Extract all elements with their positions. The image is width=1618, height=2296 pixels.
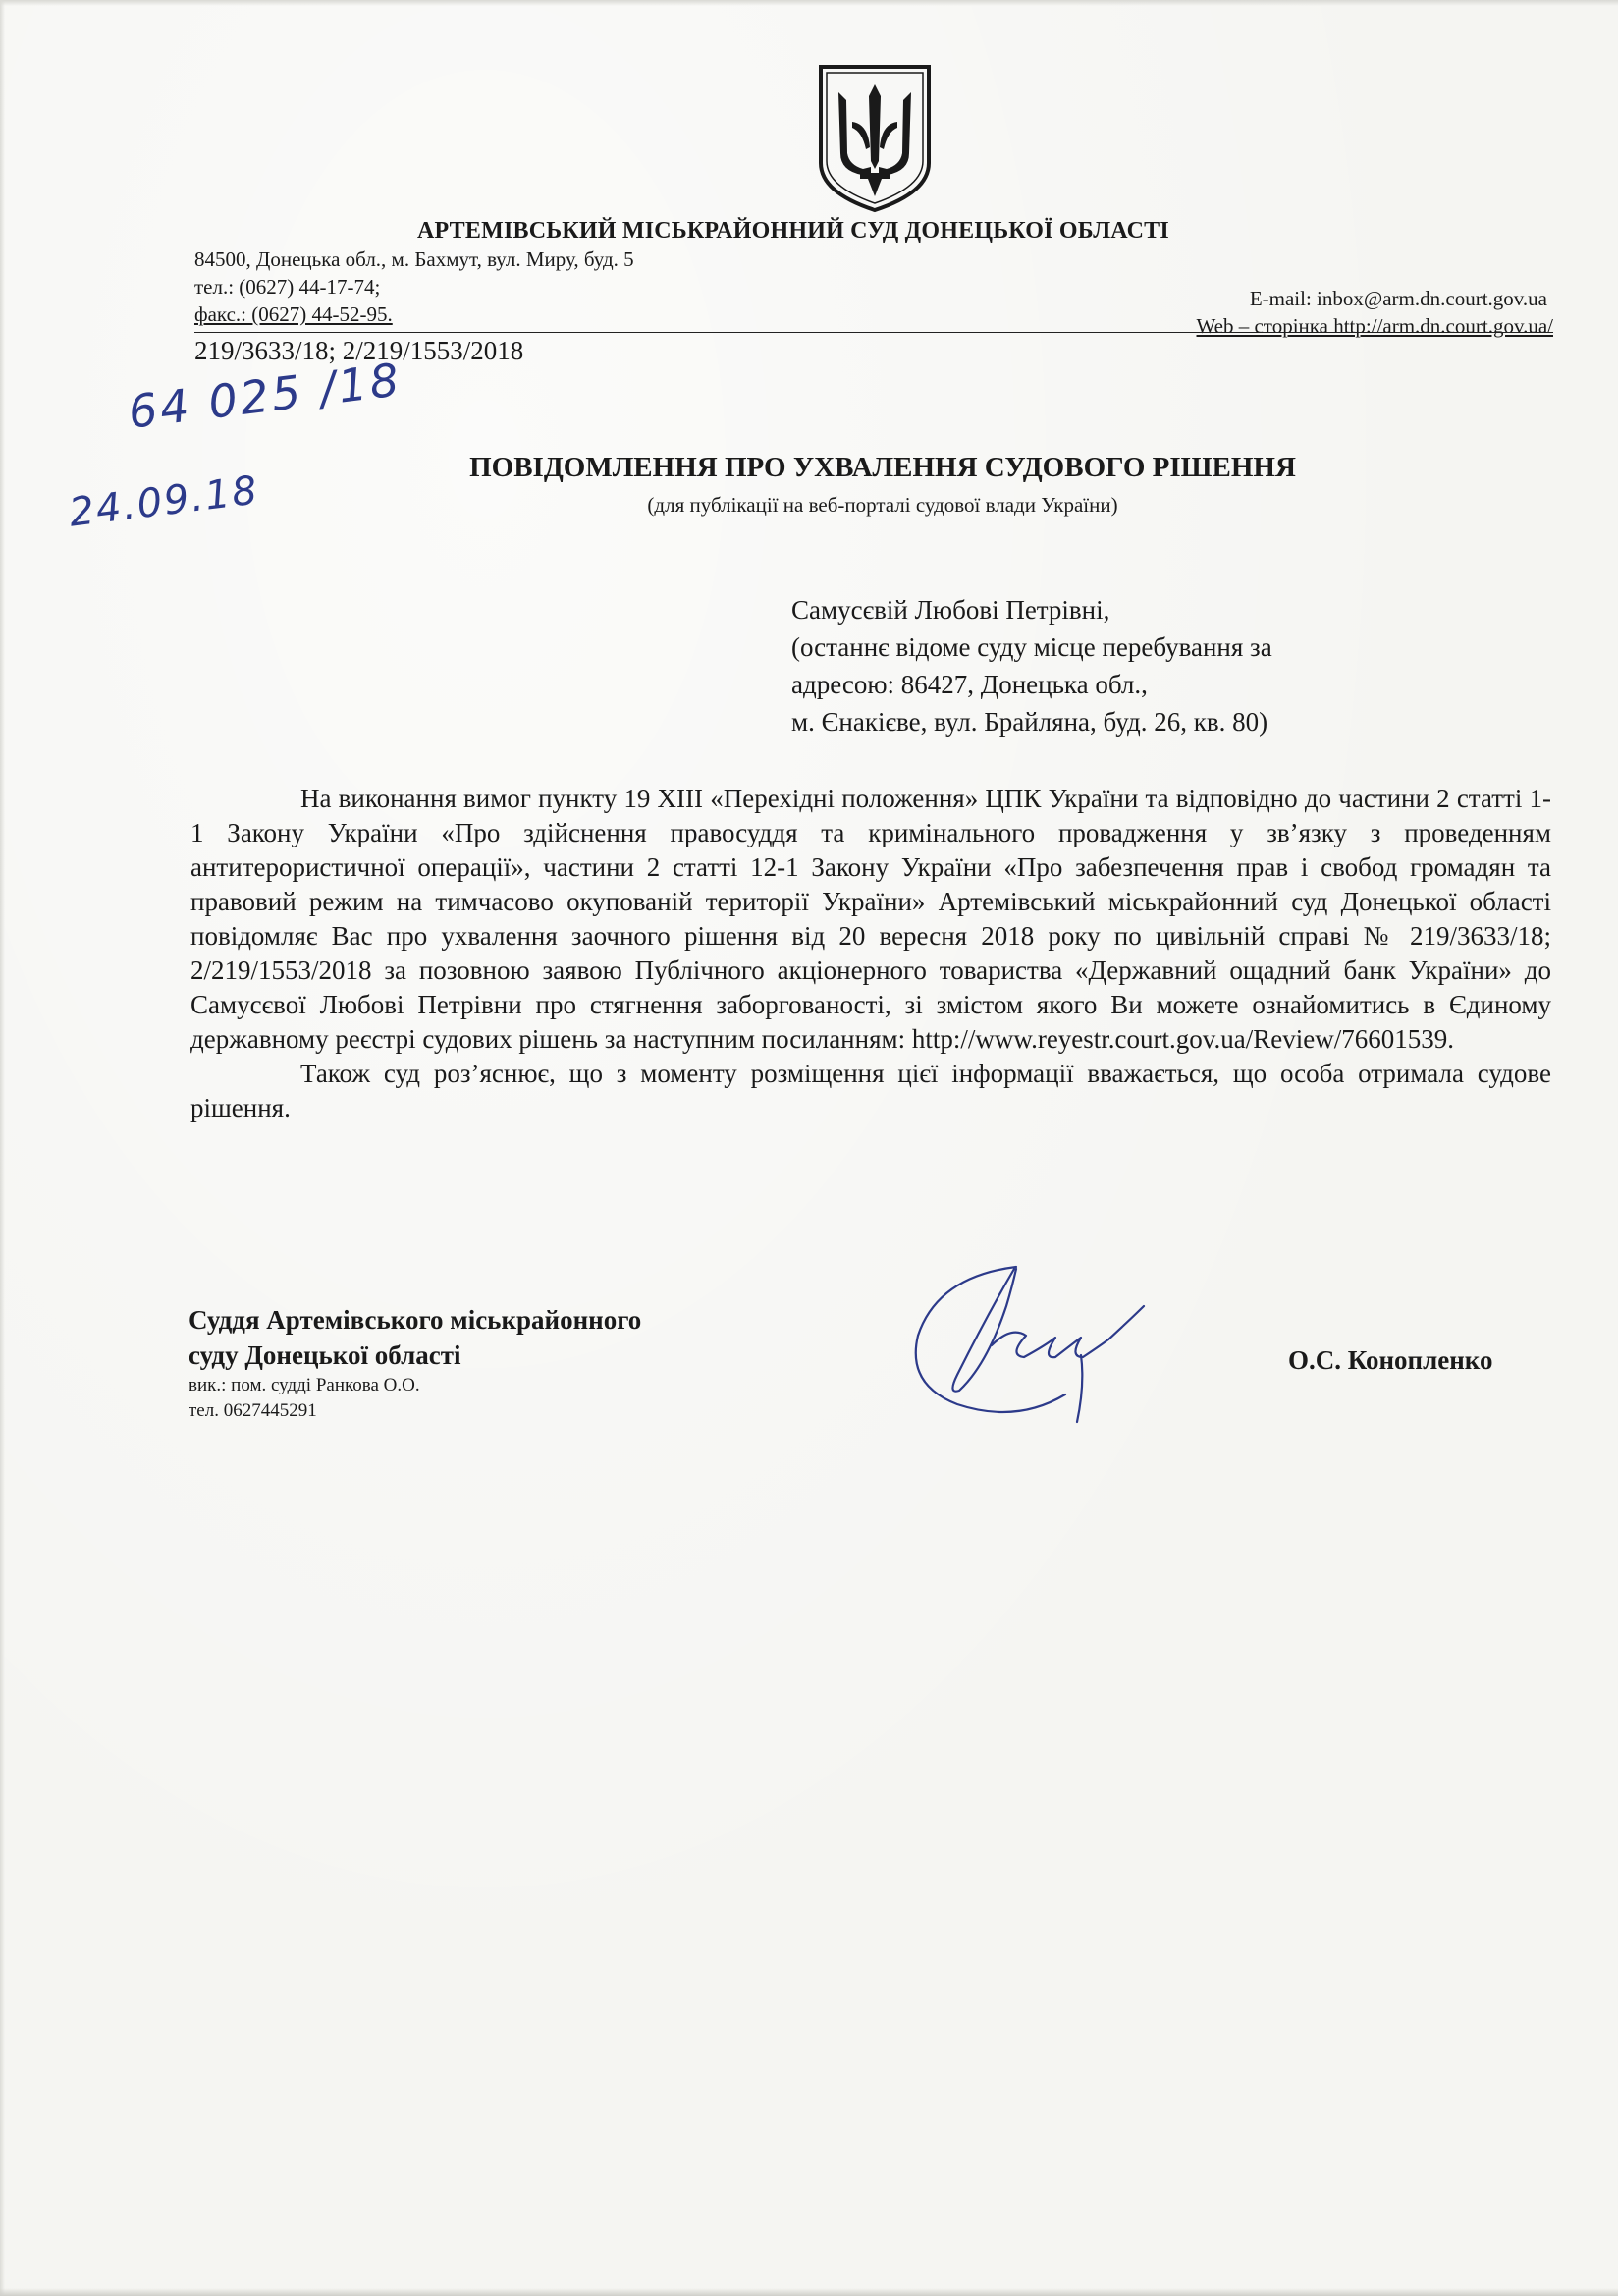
judge-name: О.С. Конопленко bbox=[1288, 1345, 1493, 1375]
recipient-line: Самусєвій Любові Петрівні, bbox=[791, 595, 1110, 625]
coat-of-arms-icon bbox=[817, 63, 933, 214]
handwritten-signature bbox=[898, 1247, 1154, 1444]
executor-note: вик.: пом. судді Ранкова О.О. bbox=[189, 1375, 420, 1395]
court-address: 84500, Донецька обл., м. Бахмут, вул. Миру, буд. 5 bbox=[194, 247, 634, 271]
judge-title-line: Суддя Артемівського міськрайонного bbox=[189, 1305, 642, 1335]
scan-edge-left bbox=[0, 0, 5, 2296]
document-subtitle: (для публікації на веб-порталі судової влади України) bbox=[647, 493, 1118, 517]
court-name: АРТЕМІВСЬКИЙ МІСЬКРАЙОННИЙ СУД ДОНЕЦЬКОЇ ОБЛАСТІ bbox=[417, 218, 1169, 244]
court-phone: тел.: (0627) 44-17-74; bbox=[194, 275, 381, 299]
signature-block bbox=[189, 1302, 876, 1424]
body-text bbox=[190, 782, 1551, 1125]
header-divider bbox=[194, 332, 1553, 333]
scan-edge-top bbox=[0, 0, 1618, 6]
judge-title-line: суду Донецької області bbox=[189, 1340, 461, 1370]
scan-edge-bottom bbox=[0, 2288, 1618, 2296]
document-title: ПОВІДОМЛЕННЯ ПРО УХВАЛЕННЯ СУДОВОГО РІШЕННЯ bbox=[469, 452, 1296, 483]
court-website: Web – сторінка http://arm.dn.court.gov.ua/ bbox=[1196, 314, 1553, 338]
body-paragraph: На виконання вимог пункту 19 ХІІІ «Перехідні положення» ЦПК України та відповідно до частини 2 статті 1-1 Закону України «Про здійснення правосуддя та кримінального провадження у зв’язку з проведенням антитерористичної операції», частини 2 статті 12-1 Закону України «Про забезпечення прав і свобод громадян та правовий режим на тимчасово окупованій території України» Артемівський міськрайонний суд Донецької області повідомляє Вас про ухвалення заочного рішення від 20 вересня 2018 року по цивільній справі № 219/3633/18; 2/219/1553/2018 за позовною заявою Публічного акціонерного товариства «Державний ощадний банк України» до Самусєвої Любові Петрівни про стягнення заборгованості, зі змістом якого Ви можете ознайомитись в Єдиному державному реєстрі судових рішень за наступним посиланням: http://www.reyestr.court.gov.ua/Review/76601539. bbox=[190, 784, 1551, 1054]
handwritten-registration-number: 64 025 /18 bbox=[125, 353, 404, 439]
recipient-line: (останнє відоме суду місце перебування за bbox=[791, 632, 1272, 662]
handwritten-date: 24.09.18 bbox=[66, 467, 262, 536]
recipient-line: адресою: 86427, Донецька обл., bbox=[791, 670, 1148, 699]
court-email: E-mail: inbox@arm.dn.court.gov.ua bbox=[1249, 287, 1547, 310]
body-paragraph: Також суд роз’яснює, що з моменту розміщення цієї інформації вважається, що особа отримала судове рішення. bbox=[190, 1059, 1551, 1122]
court-fax: факс.: (0627) 44-52-95. bbox=[194, 302, 393, 326]
recipient-line: м. Єнакієве, вул. Брайляна, буд. 26, кв. 80) bbox=[791, 707, 1268, 737]
executor-phone: тел. 0627445291 bbox=[189, 1400, 317, 1421]
case-number: 219/3633/18; 2/219/1553/2018 bbox=[194, 336, 524, 365]
recipient-block bbox=[791, 591, 1479, 740]
